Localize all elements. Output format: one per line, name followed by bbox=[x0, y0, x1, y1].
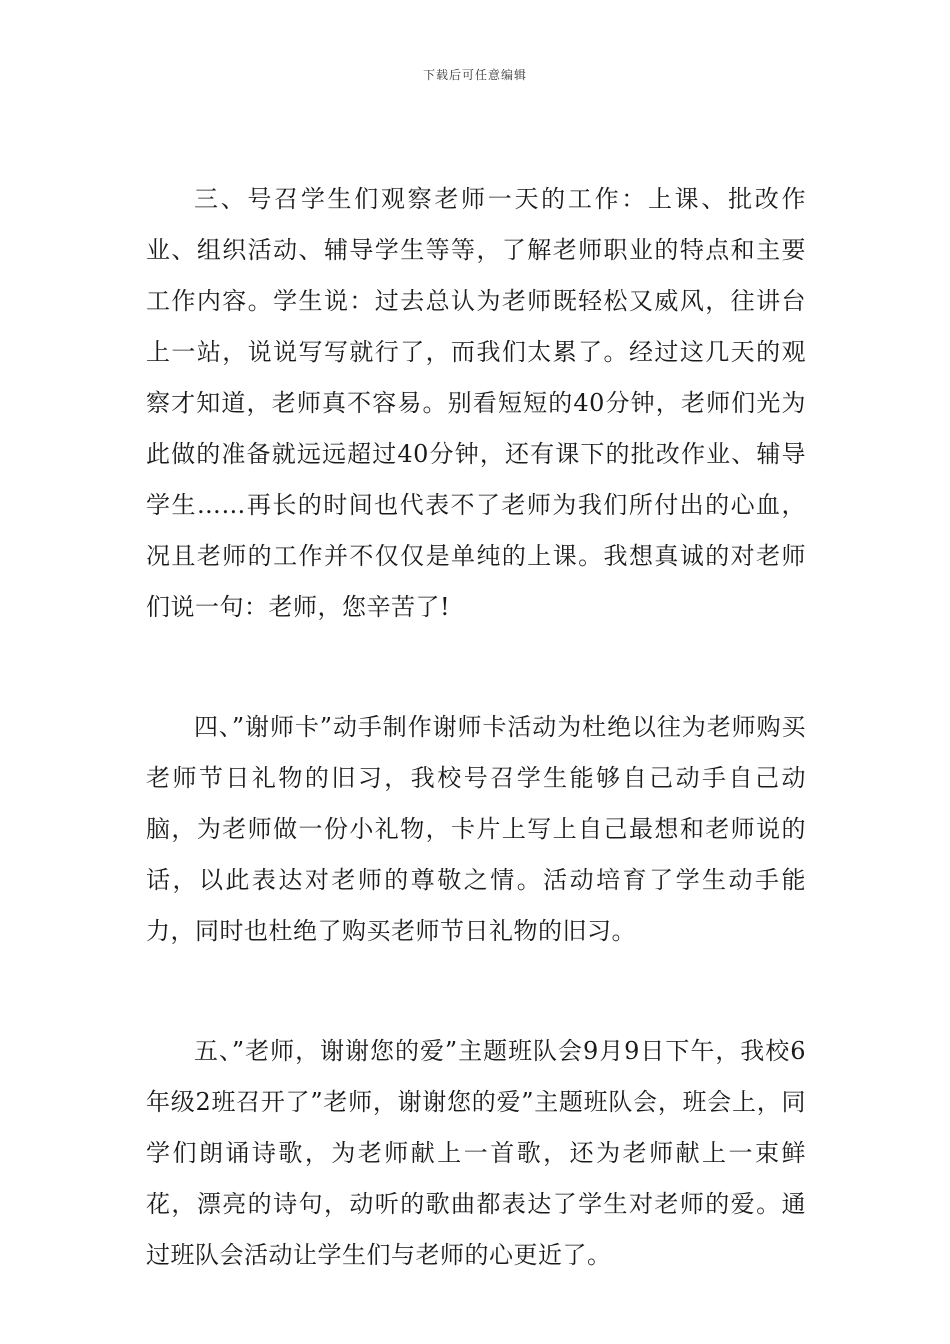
page-header-note: 下载后可任意编辑 bbox=[422, 68, 527, 82]
paragraph-spacer bbox=[146, 957, 806, 1026]
paragraph-spacer bbox=[146, 633, 806, 702]
document-body bbox=[146, 174, 806, 1281]
paragraph-class-meeting: 五、”老师，谢谢您的爱”主题班队会9月9日下午，我校6年级2班召开了”老师，谢谢您的爱”主题班队会，班会上，同学们朗诵诗歌，为老师献上一首歌，还为老师献上一束鲜花，漂亮的诗句，动听的歌曲都表达了学生对老师的爱。通过班队会活动让学生们与老师的心更近了。 bbox=[146, 1037, 806, 1269]
paragraph-observe-teacher-work: 三、号召学生们观察老师一天的工作：上课、批改作业、组织活动、辅导学生等等，了解老师职业的特点和主要工作内容。学生说：过去总认为老师既轻松又威风，往讲台上一站，说说写写就行了，而我们太累了。经过这几天的观察才知道，老师真不容易。别看短短的40分钟，老师们光为此做的准备就远远超过40分钟，还有课下的批改作业、辅导学生……再长的时间也代表不了老师为我们所付出的心血，况且老师的工作并不仅仅是单纯的上课。我想真诚的对老师们说一句：老师，您辛苦了! bbox=[146, 185, 806, 621]
paragraph-thank-you-card: 四、”谢师卡”动手制作谢师卡活动为杜绝以往为老师购买老师节日礼物的旧习，我校号召学生能够自己动手自己动脑，为老师做一份小礼物，卡片上写上自己最想和老师说的话，以此表达对老师的尊敬之情。活动培育了学生动手能力，同时也杜绝了购买老师节日礼物的旧习。 bbox=[146, 713, 806, 945]
